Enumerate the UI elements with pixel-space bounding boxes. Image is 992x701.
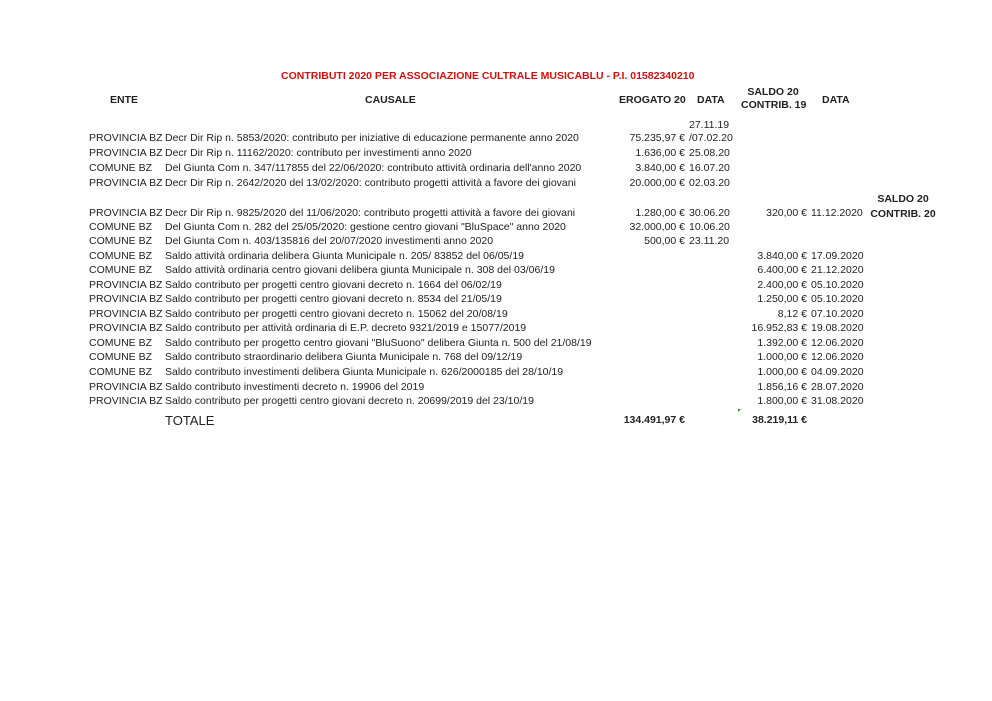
cell-data: 25.08.20 xyxy=(689,147,730,159)
cell-erogato: 1.636,00 € xyxy=(635,147,685,159)
table-row xyxy=(0,279,992,294)
table-row xyxy=(0,207,992,222)
cell-saldo: 8,12 € xyxy=(777,308,807,320)
cell-data-2: 11.12.2020 xyxy=(811,207,863,219)
cell-data-2: 31.08.2020 xyxy=(811,395,864,407)
cell-ente: COMUNE BZ xyxy=(89,337,152,349)
cell-causale: Saldo contributo investimenti decreto n. 19906 del 2019 xyxy=(165,381,425,393)
cell-saldo: 1.250,00 € xyxy=(757,293,807,305)
cell-ente: PROVINCIA BZ xyxy=(89,395,163,407)
header-saldo-20-line2: CONTRIB. 20 xyxy=(870,208,936,220)
total-label: TOTALE xyxy=(165,413,215,428)
total-erogato: 134.491,97 € xyxy=(623,414,685,426)
cell-ente: PROVINCIA BZ xyxy=(89,381,163,393)
cell-causale: Saldo contributo per progetto centro giovani "BluSuono" delibera Giunta n. 500 del 21/08/19 xyxy=(165,337,592,349)
table-row xyxy=(0,162,992,177)
cell-data: 16.07.20 xyxy=(689,162,730,174)
cell-causale: Saldo contributo investimenti delibera Giunta Municipale n. 626/2000185 del 28/10/19 xyxy=(165,366,564,378)
cell-ente: PROVINCIA BZ xyxy=(89,279,163,291)
total-saldo: 38.219,11 € xyxy=(752,414,807,426)
cell-saldo: 1.000,00 € xyxy=(757,351,807,363)
cell-data: 23.11.20 xyxy=(689,235,730,247)
cell-data-2: 07.10.2020 xyxy=(811,308,864,320)
table-row xyxy=(0,322,992,337)
table-row xyxy=(0,177,992,192)
cell-ente: PROVINCIA BZ xyxy=(89,322,163,334)
table-row xyxy=(0,221,992,236)
cell-data: 02.03.20 xyxy=(689,177,730,189)
cell-causale: Decr Dir Rip n. 2642/2020 del 13/02/2020: contributo progetti attività a favore dei giovani xyxy=(165,177,576,189)
table-row xyxy=(0,132,992,147)
cell-ente: PROVINCIA BZ xyxy=(89,177,163,189)
cell-causale: Del Giunta Com n. 403/135816 del 20/07/2020 investimenti anno 2020 xyxy=(165,235,494,247)
cell-saldo: 320,00 € xyxy=(766,207,807,219)
cell-erogato: 75.235,97 € xyxy=(629,132,685,144)
header-erogato: EROGATO 20 xyxy=(619,94,686,106)
cell-ente: PROVINCIA BZ xyxy=(89,147,163,159)
cell-ente: PROVINCIA BZ xyxy=(89,132,163,144)
cell-causale: Saldo contributo per attività ordinaria di E.P. decreto 9321/2019 e 15077/2019 xyxy=(165,322,527,334)
cell-data: /07.02.20 xyxy=(689,132,733,144)
table-row xyxy=(0,337,992,352)
cell-causale: Del Giunta Com n. 282 del 25/05/2020: gestione centro giovani "BluSpace" anno 2020 xyxy=(165,221,566,233)
cell-data: 10.06.20 xyxy=(689,221,730,233)
header-saldo-19 xyxy=(741,86,805,112)
cell-data: 30.06.20 xyxy=(689,207,730,219)
cell-erogato: 500,00 € xyxy=(644,235,685,247)
cell-erogato: 20.000,00 € xyxy=(629,177,685,189)
cell-data-2: 04.09.2020 xyxy=(811,366,864,378)
cell-ente: PROVINCIA BZ xyxy=(89,308,163,320)
cell-causale: Saldo contributo per progetti centro giovani decreto n. 8534 del 21/05/19 xyxy=(165,293,502,305)
cell-data-2: 28.07.2020 xyxy=(811,381,864,393)
cell-causale: Decr Dir Rip n. 5853/2020: contributo per iniziative di educazione permanente anno 2020 xyxy=(165,132,579,144)
cell-data-2: 05.10.2020 xyxy=(811,293,864,305)
cell-erogato: 1.280,00 € xyxy=(635,207,685,219)
cell-causale: Saldo attività ordinaria delibera Giunta Municipale n. 205/ 83852 del 06/05/19 xyxy=(165,250,524,262)
header-saldo-19-line2: CONTRIB. 19 xyxy=(741,99,807,111)
cell-ente: COMUNE BZ xyxy=(89,162,152,174)
cell-saldo: 1.000,00 € xyxy=(757,366,807,378)
cell-ente: COMUNE BZ xyxy=(89,366,152,378)
table-row xyxy=(0,395,992,410)
cell-causale: Saldo contributo per progetti centro giovani decreto n. 15062 del 20/08/19 xyxy=(165,308,508,320)
page-title: CONTRIBUTI 2020 PER ASSOCIAZIONE CULTRALE MUSICABLU - P.I. 01582340210 xyxy=(281,70,695,82)
cell-erogato: 3.840,00 € xyxy=(635,162,685,174)
cell-causale: Decr Dir Rip n. 11162/2020: contributo per investimenti anno 2020 xyxy=(165,147,472,159)
header-data-2: DATA xyxy=(822,94,850,106)
table-row xyxy=(0,235,992,250)
table-row xyxy=(0,264,992,279)
cell-ente: COMUNE BZ xyxy=(89,264,152,276)
cell-data-2: 17.09.2020 xyxy=(811,250,864,262)
cell-erogato: 32.000,00 € xyxy=(629,221,685,233)
cell-ente: COMUNE BZ xyxy=(89,235,152,247)
cell-causale: Saldo contributo straordinario delibera Giunta Municipale n. 768 del 09/12/19 xyxy=(165,351,523,363)
cell-saldo: 2.400,00 € xyxy=(757,279,807,291)
cell-data-2: 05.10.2020 xyxy=(811,279,864,291)
cell-saldo: 6.400,00 € xyxy=(757,264,807,276)
cell-data-2: 12.06.2020 xyxy=(811,337,864,349)
cell-causale: Saldo contributo per progetti centro giovani decreto n. 1664 del 06/02/19 xyxy=(165,279,502,291)
table-row xyxy=(0,366,992,381)
cell-saldo: 16.952,83 € xyxy=(751,322,807,334)
cell-saldo: 1.856,16 € xyxy=(757,381,807,393)
table-row xyxy=(0,381,992,396)
header-data: DATA xyxy=(697,94,725,106)
cell-ente: COMUNE BZ xyxy=(89,351,152,363)
table-row xyxy=(0,250,992,265)
cell-data-2: 19.08.2020 xyxy=(811,322,864,334)
table-row xyxy=(0,147,992,162)
cell-ente: PROVINCIA BZ xyxy=(89,293,163,305)
table-row xyxy=(0,351,992,366)
cell-saldo: 3.840,00 € xyxy=(757,250,807,262)
cell-ente: COMUNE BZ xyxy=(89,221,152,233)
pre-note: 27.11.19 xyxy=(689,119,730,131)
cell-saldo: 1.800,00 € xyxy=(757,395,807,407)
cell-ente: PROVINCIA BZ xyxy=(89,207,163,219)
cell-causale: Saldo attività ordinaria centro giovani delibera giunta Municipale n. 308 del 03/06/19 xyxy=(165,264,555,276)
cell-causale: Decr Dir Rip n. 9825/2020 del 11/06/2020: contributo progetti attività a favore dei giovani xyxy=(165,207,576,219)
cell-ente: COMUNE BZ xyxy=(89,250,152,262)
header-saldo-19-line1: SALDO 20 xyxy=(747,86,799,98)
cell-data-2: 12.06.2020 xyxy=(811,351,864,363)
cell-data-2: 21.12.2020 xyxy=(811,264,864,276)
table-row xyxy=(0,293,992,308)
cell-causale: Saldo contributo per progetti centro giovani decreto n. 20699/2019 del 23/10/19 xyxy=(165,395,534,407)
table-row xyxy=(0,308,992,323)
header-saldo-20-line1: SALDO 20 xyxy=(877,193,929,205)
header-causale: CAUSALE xyxy=(365,94,416,106)
header-ente: ENTE xyxy=(110,94,139,106)
cell-comment-marker xyxy=(738,409,741,412)
cell-saldo: 1.392,00 € xyxy=(757,337,807,349)
cell-causale: Del Giunta Com n. 347/117855 del 22/06/2020: contributo attività ordinaria dell'anno 2020 xyxy=(165,162,582,174)
